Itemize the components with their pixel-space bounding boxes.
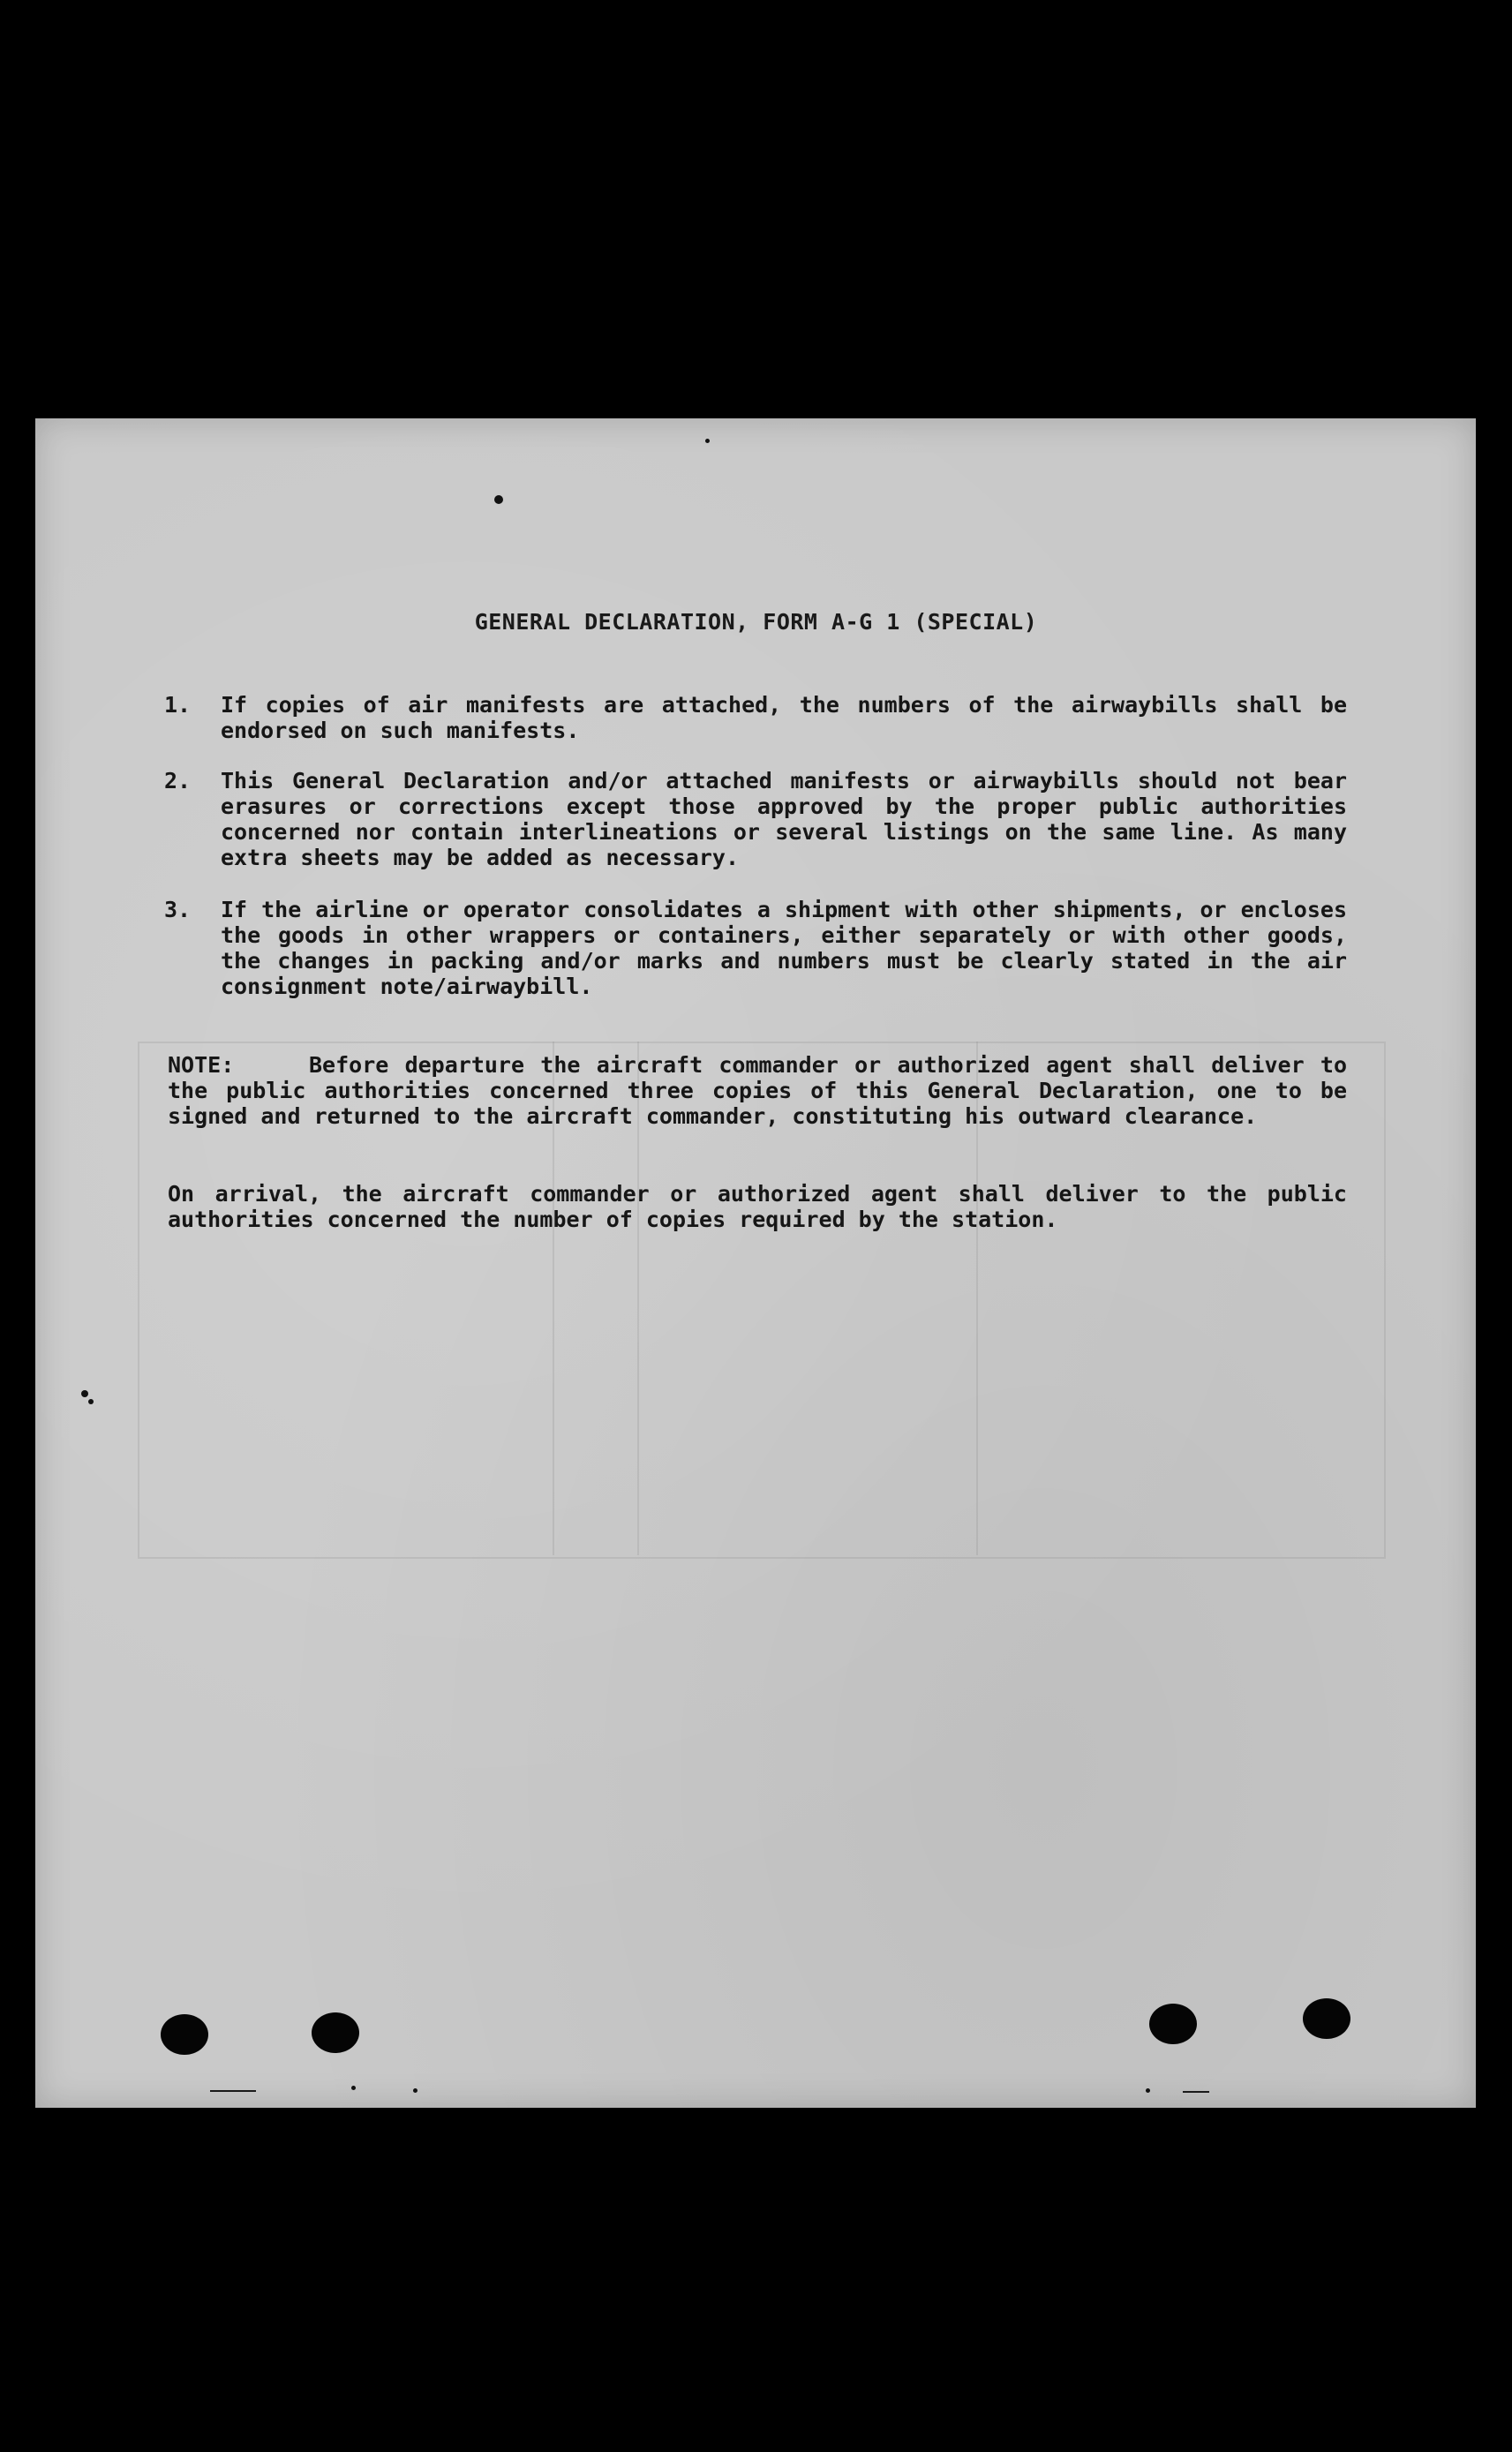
- item-text: This General Declaration and/or attached manifests or airwaybills should not bear erasures or corrections except those approved by the proper public authorities concerned nor contain interlineations or several listings on the same line. As many extra sheets may be added as necessary.: [221, 768, 1347, 870]
- arrival-paragraph: On arrival, the aircraft commander or authorized agent shall deliver to the public authorities concerned the number of copies required by the station.: [168, 1181, 1347, 1232]
- paper-speck: [81, 1390, 88, 1397]
- instruction-item-3: [164, 897, 1347, 999]
- paper-speck: [413, 2088, 417, 2093]
- paper-speck: [1146, 2088, 1150, 2093]
- edge-mark: [210, 2090, 256, 2092]
- paper-speck: [88, 1399, 94, 1404]
- edge-mark: [1183, 2091, 1209, 2093]
- item-text: If copies of air manifests are attached, the numbers of the airwaybills shall be endorsed on such manifests.: [221, 692, 1347, 743]
- item-number: 1.: [164, 692, 192, 718]
- paper-speck: [494, 495, 503, 504]
- item-number: 2.: [164, 768, 192, 794]
- note-label: NOTE:: [168, 1052, 235, 1078]
- instruction-item-1: [164, 692, 1347, 743]
- punch-hole: [1149, 2004, 1197, 2044]
- instruction-item-2: [164, 768, 1347, 870]
- note-text: Before departure the aircraft commander or authorized agent shall deliver to the public authorities concerned three copies of this General Declaration, one to be signed and returned to the aircraft commander, constituting his outward clearance.: [168, 1052, 1347, 1129]
- document-title: GENERAL DECLARATION, FORM A-G 1 (SPECIAL): [474, 609, 1038, 635]
- paper-speck: [351, 2086, 356, 2090]
- paper-speck: [705, 439, 710, 443]
- item-text: If the airline or operator consolidates a shipment with other shipments, or encloses the goods in other wrappers or containers, either separately or with other goods, the changes in packing and/or marks and numbers must be clearly stated in the air consignment note/airwaybill.: [221, 897, 1347, 999]
- punch-hole: [1303, 1998, 1350, 2039]
- note-paragraph: [168, 1052, 1347, 1129]
- punch-hole: [312, 2012, 359, 2053]
- item-number: 3.: [164, 897, 192, 922]
- punch-hole: [161, 2014, 208, 2055]
